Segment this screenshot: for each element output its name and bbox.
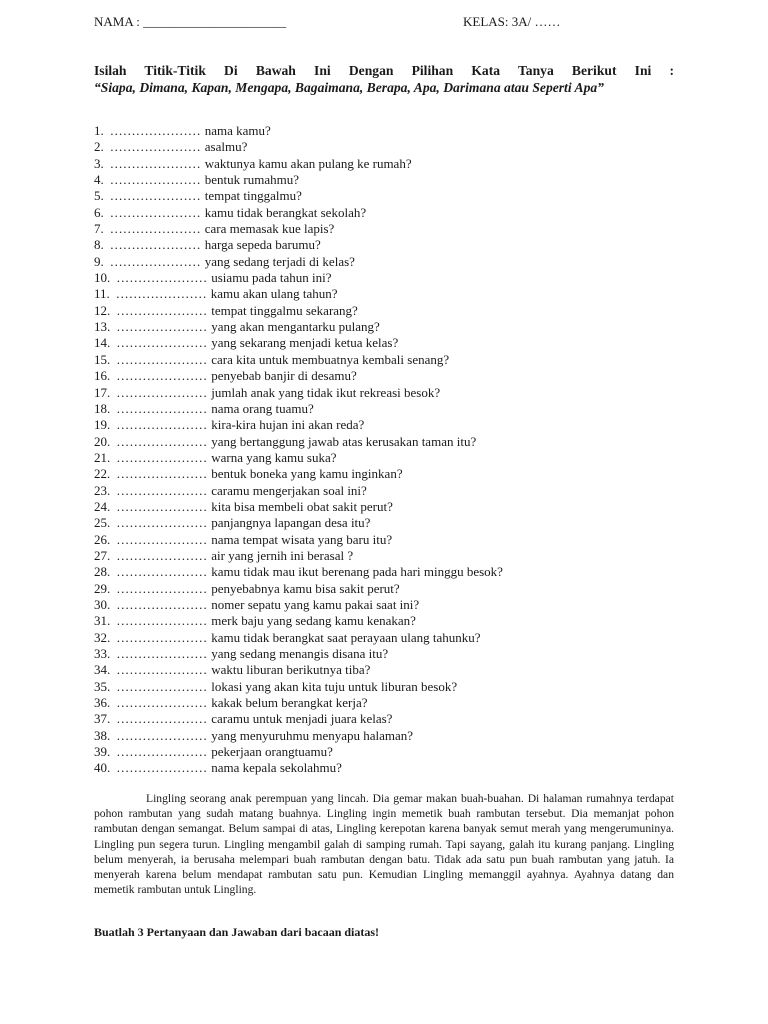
question-text: caramu untuk menjadi juara kelas? <box>211 711 393 727</box>
answer-blank: ………………… <box>116 596 208 612</box>
answer-blank: ………………… <box>109 253 201 269</box>
question-item <box>94 760 684 776</box>
question-number: 38. <box>94 727 111 743</box>
question-item <box>94 401 684 417</box>
answer-blank: ………………… <box>116 351 208 367</box>
question-text: penyebabnya kamu bisa sakit perut? <box>211 580 400 596</box>
question-number: 23. <box>94 482 111 498</box>
answer-blank: ………………… <box>116 368 208 384</box>
question-number: 32. <box>94 629 111 645</box>
question-text: tempat tinggalmu? <box>204 188 302 204</box>
question-item <box>94 630 684 646</box>
question-number: 24. <box>94 498 111 514</box>
question-item <box>94 221 684 237</box>
question-item <box>94 646 684 662</box>
question-text: air yang jernih ini berasal ? <box>211 547 354 563</box>
header <box>94 14 684 34</box>
answer-blank: ………………… <box>116 760 208 776</box>
answer-blank: ………………… <box>116 319 208 335</box>
question-number: 28. <box>94 564 111 580</box>
question-item <box>94 532 684 548</box>
question-number: 20. <box>94 433 111 449</box>
question-number: 10. <box>94 270 111 286</box>
question-list <box>94 123 684 777</box>
question-number: 34. <box>94 662 111 678</box>
question-text: nama orang tuamu? <box>211 400 314 416</box>
answer-blank: ………………… <box>116 580 208 596</box>
question-number: 35. <box>94 678 111 694</box>
question-item <box>94 581 684 597</box>
question-text: kira-kira hujan ini akan reda? <box>211 417 365 433</box>
question-item <box>94 548 684 564</box>
question-item <box>94 123 684 139</box>
answer-blank: ………………… <box>116 547 208 563</box>
question-number: 9. <box>94 253 104 269</box>
question-text: tempat tinggalmu sekarang? <box>211 302 358 318</box>
answer-blank: ………………… <box>116 531 208 547</box>
question-text: asalmu? <box>204 139 248 155</box>
instructions-title: Isilah Titik-Titik Di Bawah Ini Dengan Pilihan Kata Tanya Berikut Ini : <box>94 63 674 78</box>
question-number: 14. <box>94 335 111 351</box>
question-number: 2. <box>94 139 104 155</box>
question-item <box>94 679 684 695</box>
question-text: waktunya kamu akan pulang ke rumah? <box>204 155 412 171</box>
question-item <box>94 417 684 433</box>
question-item <box>94 205 684 221</box>
question-item <box>94 139 684 155</box>
question-item <box>94 597 684 613</box>
question-item <box>94 303 684 319</box>
question-item <box>94 352 684 368</box>
question-text: kita bisa membeli obat sakit perut? <box>211 498 393 514</box>
question-number: 3. <box>94 155 104 171</box>
answer-blank: ………………… <box>116 744 208 760</box>
question-item <box>94 466 684 482</box>
question-item <box>94 662 684 678</box>
question-item <box>94 450 684 466</box>
class-field: KELAS: 3A/ …… <box>463 14 561 29</box>
student-name-field: NAMA : ______________________ <box>94 14 287 29</box>
answer-blank: ………………… <box>116 662 208 678</box>
answer-blank: ………………… <box>116 449 208 465</box>
question-text: bentuk rumahmu? <box>204 172 299 188</box>
question-text: nama kamu? <box>204 123 271 138</box>
answer-blank: ………………… <box>109 204 201 220</box>
question-text: nomer sepatu yang kamu pakai saat ini? <box>211 596 420 612</box>
question-item <box>94 483 684 499</box>
question-item <box>94 286 684 302</box>
answer-blank: ………………… <box>116 384 208 400</box>
question-text: nama kepala sekolahmu? <box>211 760 342 776</box>
answer-blank: ………………… <box>109 155 201 171</box>
answer-blank: ………………… <box>109 172 201 188</box>
question-text: panjangnya lapangan desa itu? <box>211 515 371 531</box>
question-item <box>94 613 684 629</box>
question-item <box>94 254 684 270</box>
question-text: kamu tidak berangkat sekolah? <box>204 204 367 220</box>
question-item <box>94 564 684 580</box>
question-text: jumlah anak yang tidak ikut rekreasi besok? <box>211 384 441 400</box>
question-number: 19. <box>94 417 111 433</box>
question-text: yang sedang menangis disana itu? <box>211 646 389 661</box>
question-item <box>94 188 684 204</box>
question-item <box>94 368 684 384</box>
answer-blank: ………………… <box>116 695 208 711</box>
answer-blank: ………………… <box>116 646 208 661</box>
question-item <box>94 156 684 172</box>
answer-blank: ………………… <box>116 335 208 351</box>
question-number: 16. <box>94 368 111 384</box>
question-text: bentuk boneka yang kamu inginkan? <box>211 466 403 482</box>
question-text: kakak belum berangkat kerja? <box>211 695 368 711</box>
question-number: 1. <box>94 123 104 138</box>
question-item <box>94 335 684 351</box>
answer-blank: ………………… <box>109 188 201 204</box>
reading-passage: Lingling seorang anak perempuan yang lincah. Dia gemar makan buah-buahan. Di halaman rumahnya terdapat pohon rambutan yang sudah matang buahnya. Lingling ingin memetik buah rambutan tersebut. Dia memanjat pohon rambutan dengan semangat. Belum sampai di atas, Lingling kerepotan karena banyak semut merah yang mengerumuninya. Lingling pun segera turun. Lingling mengambil galah di samping rumah. Tapi sayang, galah itu kurang panjang. Lingling belum menyerah, ia berusaha melempari buah rambutan dengan batu. Tidak ada satu pun buah rambutan yang jatuh. Ia menyerah karena belum mendapat rambutan satu pun. Kemudian Lingling memanggil ayahnya. Ayahnya datang dan memetik rambutan untuk Lingling. <box>94 792 674 897</box>
question-text: yang sekarang menjadi ketua kelas? <box>211 335 399 351</box>
question-number: 30. <box>94 596 111 612</box>
question-number: 40. <box>94 760 111 776</box>
answer-blank: ………………… <box>116 400 208 416</box>
question-text: kamu akan ulang tahun? <box>210 286 338 302</box>
question-item <box>94 172 684 188</box>
question-number: 22. <box>94 466 111 482</box>
question-number: 25. <box>94 515 111 531</box>
question-number: 29. <box>94 580 111 596</box>
answer-blank: ………………… <box>116 302 208 318</box>
answer-blank: ………………… <box>116 498 208 514</box>
question-number: 11. <box>94 286 110 302</box>
question-item <box>94 319 684 335</box>
question-text: kamu tidak mau ikut berenang pada hari minggu besok? <box>211 564 503 580</box>
question-text: waktu liburan berikutnya tiba? <box>211 662 371 678</box>
answer-blank: ………………… <box>116 270 208 286</box>
answer-blank: ………………… <box>116 727 208 743</box>
question-number: 6. <box>94 204 104 220</box>
question-item <box>94 434 684 450</box>
question-number: 26. <box>94 531 111 547</box>
question-number: 36. <box>94 695 111 711</box>
question-number: 21. <box>94 449 111 465</box>
answer-blank: ………………… <box>116 711 208 727</box>
question-number: 5. <box>94 188 104 204</box>
answer-blank: ………………… <box>116 564 208 580</box>
answer-blank: ………………… <box>115 286 207 302</box>
question-text: yang bertanggung jawab atas kerusakan taman itu? <box>211 433 477 449</box>
question-item <box>94 744 684 760</box>
question-text: penyebab banjir di desamu? <box>211 368 357 384</box>
question-number: 4. <box>94 172 104 188</box>
question-text: caramu mengerjakan soal ini? <box>211 482 367 498</box>
question-text: cara memasak kue lapis? <box>204 221 335 237</box>
question-item <box>94 711 684 727</box>
question-text: kamu tidak berangkat saat perayaan ulang tahunku? <box>211 629 481 645</box>
question-text: yang akan mengantarku pulang? <box>211 319 380 335</box>
answer-blank: ………………… <box>109 221 201 237</box>
question-item <box>94 270 684 286</box>
question-text: nama tempat wisata yang baru itu? <box>211 531 393 547</box>
question-text: warna yang kamu suka? <box>211 449 337 465</box>
question-text: merk baju yang sedang kamu kenakan? <box>211 613 416 629</box>
question-text: yang menyuruhmu menyapu halaman? <box>211 727 414 743</box>
question-item <box>94 499 684 515</box>
question-number: 31. <box>94 613 111 629</box>
question-text: yang sedang terjadi di kelas? <box>204 253 355 269</box>
question-text: lokasi yang akan kita tuju untuk liburan besok? <box>211 678 458 694</box>
question-item <box>94 385 684 401</box>
question-word-options: “Siapa, Dimana, Kapan, Mengapa, Bagaimana, Berapa, Apa, Darimana atau Seperti Apa” <box>94 79 604 95</box>
question-number: 7. <box>94 221 104 237</box>
question-number: 12. <box>94 302 111 318</box>
answer-blank: ………………… <box>116 466 208 482</box>
question-text: cara kita untuk membuatnya kembali senang? <box>211 351 450 367</box>
answer-blank: ………………… <box>116 629 208 645</box>
answer-blank: ………………… <box>109 139 201 155</box>
question-number: 27. <box>94 547 111 563</box>
question-item <box>94 237 684 253</box>
answer-blank: ………………… <box>116 417 208 433</box>
question-number: 18. <box>94 400 111 416</box>
answer-blank: ………………… <box>109 123 201 138</box>
question-item <box>94 728 684 744</box>
question-text: usiamu pada tahun ini? <box>211 270 332 286</box>
task-instruction: Buatlah 3 Pertanyaan dan Jawaban dari bacaan diatas! <box>94 925 380 939</box>
question-number: 13. <box>94 319 111 335</box>
answer-blank: ………………… <box>116 482 208 498</box>
question-item <box>94 695 684 711</box>
question-number: 39. <box>94 744 111 760</box>
answer-blank: ………………… <box>109 237 201 253</box>
answer-blank: ………………… <box>116 613 208 629</box>
question-number: 33. <box>94 646 111 661</box>
answer-blank: ………………… <box>116 678 208 694</box>
answer-blank: ………………… <box>116 433 208 449</box>
question-number: 15. <box>94 351 111 367</box>
instructions <box>94 63 674 96</box>
question-number: 37. <box>94 711 111 727</box>
question-number: 17. <box>94 384 111 400</box>
question-text: harga sepeda barumu? <box>204 237 321 253</box>
answer-blank: ………………… <box>116 515 208 531</box>
question-number: 8. <box>94 237 104 253</box>
question-text: pekerjaan orangtuamu? <box>211 744 333 760</box>
question-item <box>94 515 684 531</box>
